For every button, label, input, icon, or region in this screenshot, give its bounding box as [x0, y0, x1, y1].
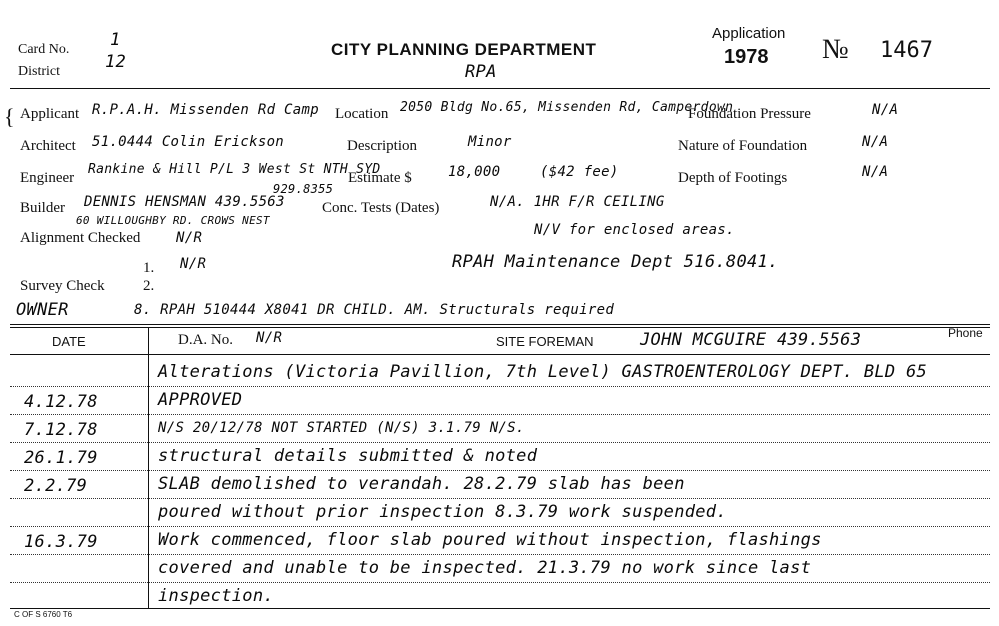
application-number: 1467	[880, 38, 933, 63]
row-line	[10, 498, 990, 499]
da-no-label: D.A. No.	[178, 332, 233, 348]
application-year: 1978	[724, 46, 769, 68]
site-foreman-label: SITE FOREMAN	[496, 334, 594, 349]
engineer-label: Engineer	[20, 170, 75, 186]
entry-date: 4.12.78	[24, 392, 98, 412]
architect-label: Architect	[20, 138, 76, 154]
owner-label: OWNER	[16, 300, 69, 320]
survey-check-label: Survey Check	[20, 278, 105, 294]
builder-value: DENNIS HENSMAN 439.5563	[84, 194, 285, 210]
entry-text: N/S 20/12/78 NOT STARTED (N/S) 3.1.79 N/S.	[158, 420, 525, 436]
estimate-label: Estimate $	[348, 170, 412, 186]
conc-tests-line3: RPAH Maintenance Dept 516.8041.	[452, 252, 779, 272]
date-column-divider	[148, 328, 149, 608]
entry-text: Work commenced, floor slab poured without inspection, flashings	[158, 530, 822, 550]
number-symbol: №	[822, 34, 849, 65]
alignment-label: Alignment Checked	[20, 230, 141, 246]
card-no-value: 1	[110, 30, 121, 50]
district-value: 12	[105, 52, 127, 72]
location-label: Location	[335, 106, 389, 122]
department-handwritten: RPA	[465, 62, 497, 82]
entry-text: SLAB demolished to verandah. 28.2.79 slab has been	[158, 474, 685, 494]
applicant-value: R.P.A.H. Missenden Rd Camp	[92, 102, 319, 118]
depth-footings-label: Depth of Footings	[678, 170, 788, 186]
row-line	[10, 582, 990, 583]
alignment-value: N/R	[176, 230, 203, 246]
da-no-value: N/R	[256, 330, 283, 346]
row-line	[10, 526, 990, 527]
entry-date: 2.2.79	[24, 476, 88, 496]
row-line	[10, 386, 990, 387]
conc-tests-line2: N/V for enclosed areas.	[534, 222, 735, 238]
conc-tests-label: Conc. Tests (Dates)	[322, 200, 440, 216]
entry-text: Alterations (Victoria Pavillion, 7th Level) GASTROENTEROLOGY DEPT. BLD 65	[158, 362, 928, 382]
survey-1-value: N/R	[180, 256, 207, 272]
foundation-pressure-label: Foundation Pressure	[688, 106, 811, 122]
entry-text: covered and unable to be inspected. 21.3.79 no work since last	[158, 558, 812, 578]
bottom-rule	[10, 608, 990, 609]
table-header-rule	[10, 354, 990, 355]
owner-value: 8. RPAH 510444 X8041 DR CHILD. AM. Structurals required	[134, 302, 615, 318]
entry-date: 7.12.78	[24, 420, 98, 440]
depth-footings-value: N/A	[862, 164, 889, 180]
architect-value: 51.0444 Colin Erickson	[92, 134, 285, 150]
survey-1: 1.	[143, 260, 155, 276]
row-line	[10, 554, 990, 555]
date-header: DATE	[52, 334, 86, 349]
builder-address: 60 WILLOUGHBY RD. CROWS NEST	[76, 214, 270, 227]
foundation-pressure-value: N/A	[872, 102, 899, 118]
applicant-label: Applicant	[20, 106, 80, 122]
nature-foundation-label: Nature of Foundation	[678, 138, 808, 154]
builder-phone2: 929.8355	[273, 182, 334, 196]
card-no-label: Card No.	[18, 42, 70, 57]
conc-tests-value: N/A. 1HR F/R CEILING	[490, 194, 665, 210]
header-rule	[10, 88, 990, 89]
entry-text: inspection.	[158, 586, 274, 606]
site-foreman-value: JOHN MCGUIRE 439.5563	[640, 330, 862, 350]
description-label: Description	[347, 138, 417, 154]
row-line	[10, 470, 990, 471]
department-title: CITY PLANNING DEPARTMENT	[331, 40, 597, 59]
bracket-icon: {	[4, 104, 15, 129]
description-value: Minor	[468, 134, 512, 150]
estimate-value: 18,000	[448, 164, 501, 180]
engineer-value: Rankine & Hill P/L 3 West St NTH SYD	[88, 162, 381, 177]
nature-foundation-value: N/A	[862, 134, 889, 150]
entry-date: 16.3.79	[24, 532, 98, 552]
survey-2: 2.	[143, 278, 155, 294]
fields-rule-double	[10, 327, 990, 328]
entry-text: structural details submitted & noted	[158, 446, 538, 466]
entry-text: APPROVED	[158, 390, 243, 410]
phone-label: Phone	[948, 326, 983, 340]
builder-label: Builder	[20, 200, 65, 216]
entry-text: poured without prior inspection 8.3.79 work suspended.	[158, 502, 727, 522]
row-line	[10, 442, 990, 443]
district-label: District	[18, 64, 60, 79]
estimate-fee: ($42 fee)	[540, 164, 619, 180]
location-value: 2050 Bldg No.65, Missenden Rd, Camperdown	[400, 100, 734, 115]
fields-rule	[10, 324, 990, 325]
entry-date: 26.1.79	[24, 448, 98, 468]
application-label: Application	[712, 25, 786, 42]
row-line	[10, 414, 990, 415]
form-code: C OF S 6760 T6	[14, 610, 73, 619]
